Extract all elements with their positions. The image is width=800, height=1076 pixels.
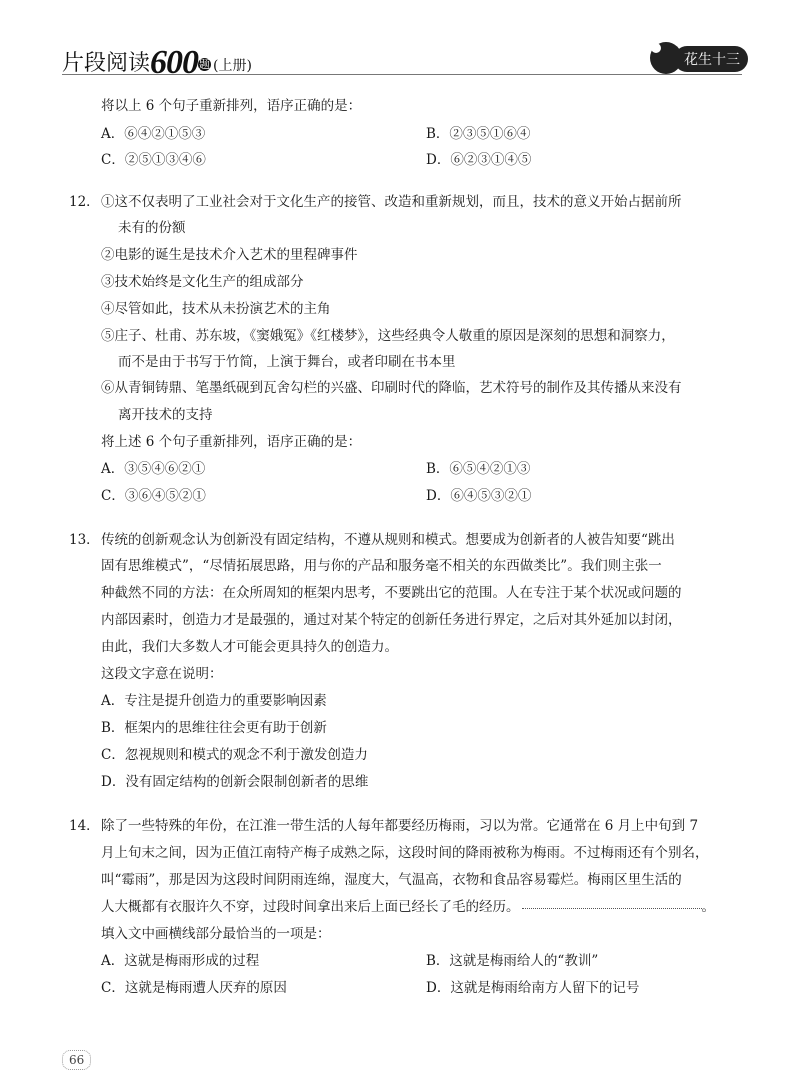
q12-instruction: 将上述 6 个句子重新排列，语序正确的是： (101, 434, 362, 450)
title-ti-badge: 题 (199, 58, 211, 71)
logo (646, 36, 750, 82)
q14-option-b: B．这就是梅雨给人的“教训” (426, 953, 599, 969)
q14-line: 叫“霉雨”，那是因为这段时间阴雨连绵，湿度大，气温高，衣物和食品容易霉烂。梅雨区里生活的 (101, 872, 682, 888)
q14-line: 人大概都有衣服许久不穿，过段时间拿出来后上面已经长了毛的经历。 (101, 899, 520, 915)
q12-option-c: C．③⑥④⑤②① (101, 488, 206, 504)
q12-line: ⑥从青铜铸鼎、笔墨纸砚到瓦舍勾栏的兴盛、印刷时代的降临，艺术符号的制作及其传播从来没有 (101, 380, 682, 396)
title-prefix: 片段阅读 (62, 51, 151, 76)
q12-line: ③技术始终是文化生产的组成部分 (101, 274, 304, 290)
q13-line: 内部因素时，创造力才是最强的，通过对某个特定的创新任务进行界定，之后对其外延加以封闭， (101, 612, 682, 628)
q12-line: ④尽管如此，技术从未扮演艺术的主角 (101, 301, 331, 317)
book-title (62, 44, 252, 82)
header-rule (62, 74, 742, 75)
logo-text: 花生十三 (684, 52, 740, 68)
q13-line: 种截然不同的方法：在众所周知的框架内思考，不要跳出它的范围。人在专注于某个状况或问题的 (101, 585, 682, 601)
title-volume: (上册) (213, 58, 252, 74)
q11-option-b: B．②③⑤①⑥④ (426, 126, 531, 142)
q11-option-c: C．②⑤①③④⑥ (101, 152, 206, 168)
q14-line-end: 。 (701, 899, 715, 915)
q13-option-a: A．专注是提升创造力的重要影响因素 (101, 693, 327, 709)
q13-number: 13． (69, 532, 100, 548)
q12-line: ②电影的诞生是技术介入艺术的里程碑事件 (101, 247, 358, 263)
q11-instruction: 将以上 6 个句子重新排列，语序正确的是： (101, 98, 362, 114)
q14-option-c: C．这就是梅雨遭人厌弃的原因 (101, 980, 287, 996)
q11-option-a: A．⑥④②①⑤③ (101, 126, 206, 142)
q14-line: 月上旬末之间，因为正值江南特产梅子成熟之际，这段时间的降雨被称为梅雨。不过梅雨还有个别名， (101, 845, 709, 861)
fill-in-blank (522, 908, 702, 909)
q12-line: ①这不仅表明了工业社会对于文化生产的接管、改造和重新规划，而且，技术的意义开始占据前所 (101, 194, 682, 210)
q12-line: ⑤庄子、杜甫、苏东坡，《窦娥冤》《红楼梦》，这些经典令人敬重的原因是深刻的思想和洞察力， (101, 328, 675, 344)
q12-option-d: D．⑥④⑤③②① (426, 488, 532, 504)
q12-line: 而不是由于书写于竹简，上演于舞台，或者印刷在书本里 (118, 354, 456, 370)
q14-line: 除了一些特殊的年份，在江淮一带生活的人每年都要经历梅雨，习以为常。它通常在 6 月上中旬到 7 (101, 818, 699, 834)
q13-option-d: D．没有固定结构的创新会限制创新者的思维 (101, 774, 369, 790)
q13-option-c: C．忽视规则和模式的观念不利于激发创造力 (101, 747, 368, 763)
q12-line: 未有的份额 (118, 220, 186, 236)
q13-option-b: B．框架内的思维往往会更有助于创新 (101, 720, 327, 736)
q14-option-d: D．这就是梅雨给南方人留下的记号 (426, 980, 640, 996)
q11-option-d: D．⑥②③①④⑤ (426, 152, 532, 168)
q13-line: 由此，我们大多数人才可能会更具持久的创造力。 (101, 639, 398, 655)
q12-number: 12． (69, 194, 100, 210)
q13-instruction: 这段文字意在说明： (101, 666, 223, 682)
q13-line: 固有思维模式”，“尽情拓展思路，用与你的产品和服务毫不相关的东西做类比”。我们则主张一 (101, 558, 662, 574)
q14-option-a: A．这就是梅雨形成的过程 (101, 953, 260, 969)
q14-number: 14． (69, 818, 100, 834)
q12-option-a: A．③⑤④⑥②① (101, 461, 206, 477)
page-number: 66 (62, 1050, 91, 1070)
q12-option-b: B．⑥⑤④②①③ (426, 461, 531, 477)
q14-line-with-blank (101, 898, 715, 916)
title-number: 600 (150, 44, 199, 81)
q12-line: 离开技术的支持 (118, 407, 213, 423)
q13-line: 传统的创新观念认为创新没有固定结构，不遵从规则和模式。想要成为创新者的人被告知要“跳出 (101, 532, 675, 548)
q14-instruction: 填入文中画横线部分最恰当的一项是： (101, 926, 331, 942)
